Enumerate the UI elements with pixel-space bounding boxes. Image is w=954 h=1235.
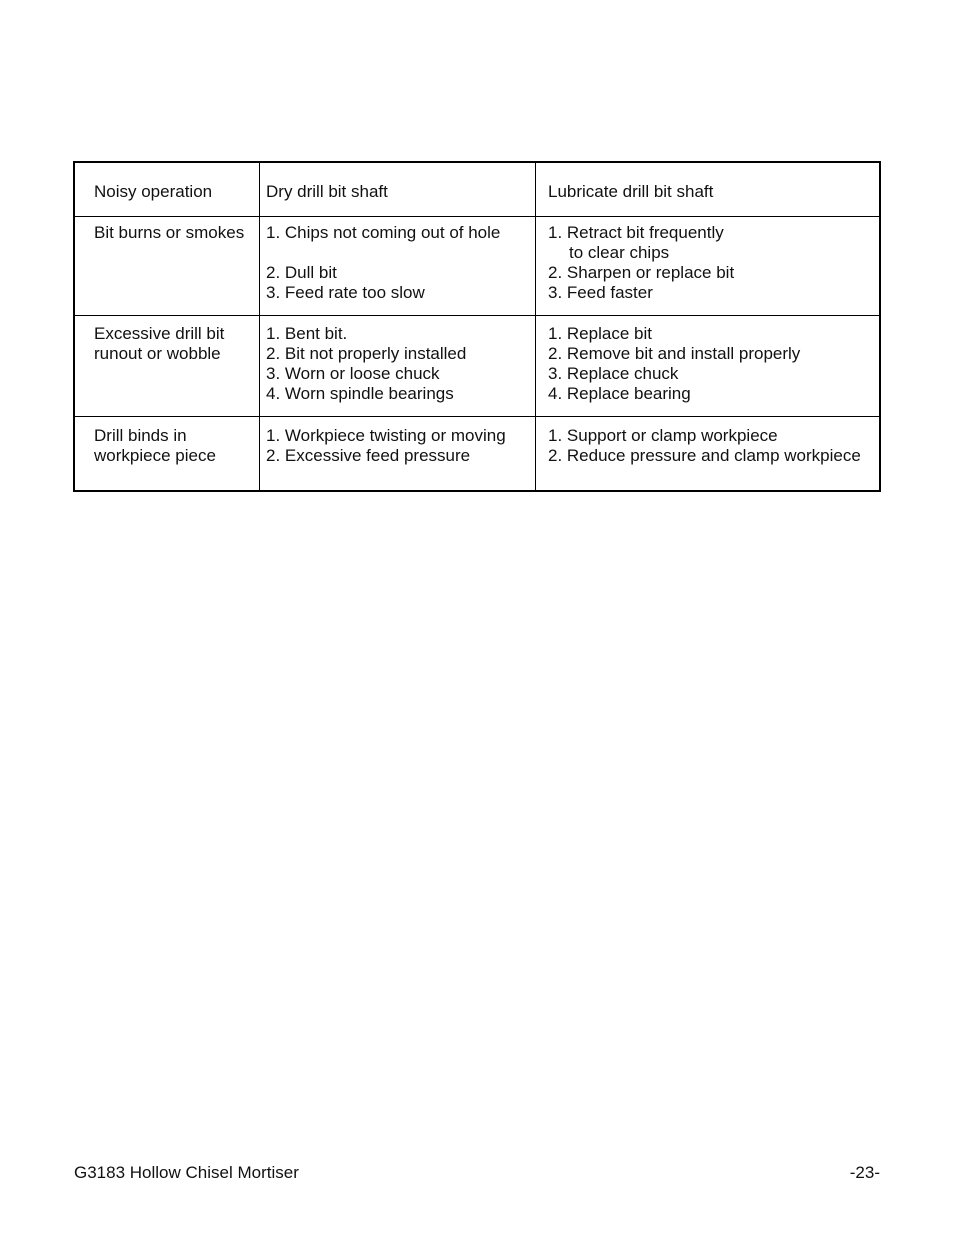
symptom-text: Noisy operation: [94, 182, 213, 201]
table-row: [74, 217, 880, 316]
table-row: [74, 162, 880, 217]
cause-text: 1. Bent bit.: [266, 324, 348, 343]
symptom-cell: [74, 217, 260, 316]
table-row: [74, 417, 880, 492]
cause-text: 3. Worn or loose chuck: [266, 364, 440, 383]
cause-cell: [260, 417, 536, 492]
symptom-text: Bit burns or smokes: [94, 223, 245, 242]
symptom-cell: [74, 417, 260, 492]
remedy-text: 1. Retract bit frequently: [548, 223, 724, 242]
remedy-text: Lubricate drill bit shaft: [548, 182, 714, 201]
cause-cell: [260, 217, 536, 316]
cause-text: 1. Chips not coming out of hole: [266, 223, 501, 242]
footer-manual-title: G3183 Hollow Chisel Mortiser: [74, 1163, 299, 1182]
symptom-cell: [74, 162, 260, 217]
remedy-text: 1. Replace bit: [548, 324, 652, 343]
cause-text: 2. Bit not properly installed: [266, 344, 467, 363]
remedy-cell: [536, 217, 881, 316]
remedy-cell: [536, 417, 881, 492]
cause-text: 1. Workpiece twisting or moving: [266, 426, 506, 445]
symptom-text: runout or wobble: [94, 344, 221, 363]
cause-cell: [260, 316, 536, 417]
remedy-cell: [536, 316, 881, 417]
cause-spacer: [266, 243, 531, 263]
cause-text: 2. Dull bit: [266, 263, 337, 282]
remedy-text: 3. Feed faster: [548, 283, 653, 302]
troubleshooting-table: [73, 161, 881, 492]
remedy-text: 2. Sharpen or replace bit: [548, 263, 735, 282]
remedy-text: 4. Replace bearing: [548, 384, 691, 403]
symptom-text: workpiece piece: [94, 446, 216, 465]
cause-text: Dry drill bit shaft: [266, 182, 388, 201]
remedy-text: 3. Replace chuck: [548, 364, 679, 383]
remedy-text: 2. Reduce pressure and clamp workpiece: [548, 446, 861, 465]
remedy-text: 1. Support or clamp workpiece: [548, 426, 778, 445]
remedy-text-continued: to clear chips: [569, 243, 670, 262]
cause-text: 3. Feed rate too slow: [266, 283, 425, 302]
remedy-cell: [536, 162, 881, 217]
remedy-text: 2. Remove bit and install properly: [548, 344, 801, 363]
symptom-text: Excessive drill bit: [94, 324, 225, 343]
footer-page-number: -23-: [849, 1163, 880, 1182]
cause-cell: [260, 162, 536, 217]
cause-text: 2. Excessive feed pressure: [266, 446, 471, 465]
cause-text: 4. Worn spindle bearings: [266, 384, 454, 403]
table-row: [74, 316, 880, 417]
symptom-text: Drill binds in: [94, 426, 187, 445]
symptom-cell: [74, 316, 260, 417]
